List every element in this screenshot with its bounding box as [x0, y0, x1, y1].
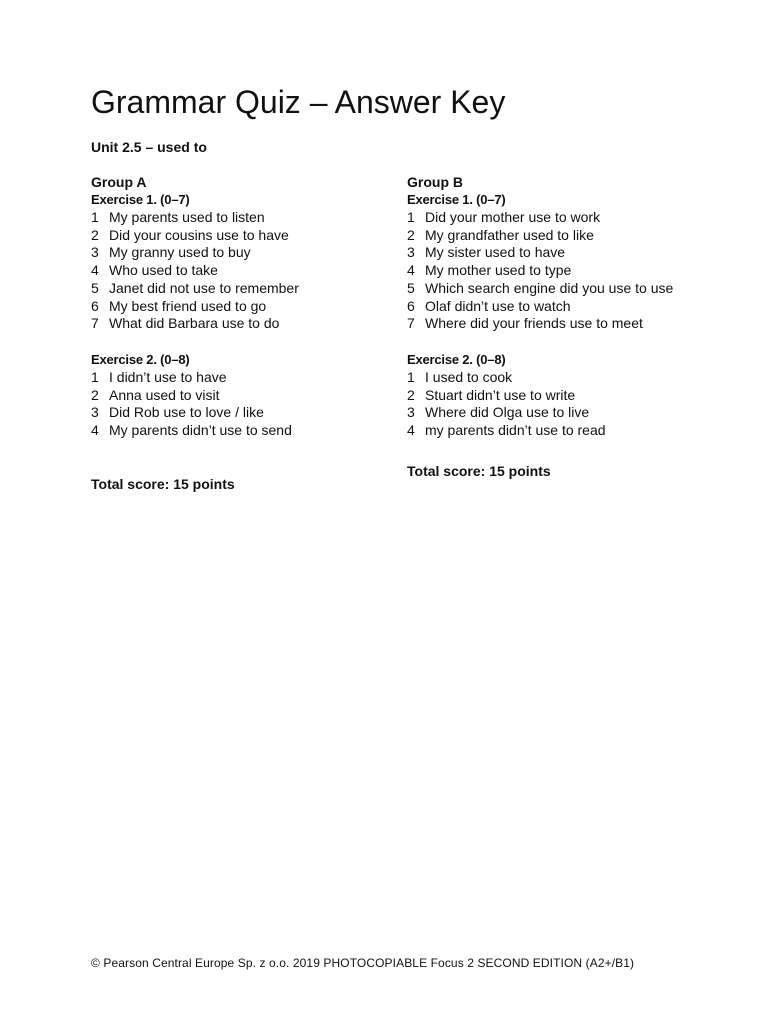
- group-b-exercise-2-title: Exercise 2. (0–8): [407, 351, 506, 367]
- group-b-exercise-2-list: [407, 369, 697, 440]
- item-number: 1: [91, 209, 99, 225]
- item-text: I didn’t use to have: [109, 368, 227, 385]
- item-number: 4: [91, 262, 99, 279]
- answer-item: [91, 404, 421, 422]
- answer-item: [407, 315, 697, 333]
- item-text: Did your cousins use to have: [109, 226, 289, 243]
- item-text: Janet did not use to remember: [109, 279, 299, 296]
- item-number: 7: [407, 315, 415, 332]
- group-a-column: [91, 174, 421, 493]
- answer-item: [407, 209, 697, 227]
- item-number: 3: [407, 244, 415, 261]
- item-text: Did Rob use to love / like: [109, 404, 264, 421]
- item-text: What did Barbara use to do: [109, 315, 280, 332]
- group-b-title: Group B: [407, 174, 463, 190]
- group-a-exercise-2-list: [91, 369, 421, 440]
- item-number: 1: [407, 209, 415, 225]
- item-number: 3: [91, 404, 99, 421]
- item-number: 1: [407, 368, 415, 385]
- item-number: 4: [91, 422, 99, 439]
- group-b-exercise-1-list: [407, 209, 697, 333]
- group-a-title: Group A: [91, 174, 147, 190]
- answer-item: [91, 244, 421, 262]
- answer-item: [407, 387, 697, 405]
- item-number: 2: [407, 386, 415, 403]
- group-a-total-score: Total score: 15 points: [91, 475, 235, 492]
- group-a-exercise-1-list: [91, 209, 421, 333]
- item-text: my parents didn’t use to read: [425, 422, 606, 439]
- item-text: My best friend used to go: [109, 297, 267, 314]
- item-text: My grandfather used to like: [425, 226, 594, 243]
- group-b-exercise-1-title: Exercise 1. (0–7): [407, 192, 506, 207]
- spacer: [91, 333, 421, 351]
- answer-item: [407, 422, 697, 440]
- answer-item: [91, 387, 421, 405]
- group-a-exercise-2-title: Exercise 2. (0–8): [91, 351, 190, 367]
- item-text: Who used to take: [109, 262, 218, 279]
- item-text: My sister used to have: [425, 244, 566, 261]
- answer-item: [407, 244, 697, 262]
- item-number: 3: [407, 404, 415, 421]
- answer-item: [91, 315, 421, 333]
- answer-item: [407, 369, 697, 387]
- item-text: My mother used to type: [425, 262, 572, 279]
- answer-item: [91, 209, 421, 227]
- spacer: [407, 333, 697, 351]
- group-b-total-score: Total score: 15 points: [407, 462, 551, 479]
- item-text: My parents didn’t use to send: [109, 422, 292, 439]
- item-number: 1: [91, 368, 99, 385]
- item-number: 3: [91, 244, 99, 261]
- page-title: Grammar Quiz – Answer Key: [91, 84, 506, 120]
- answer-item: [407, 227, 697, 245]
- answer-item: [407, 262, 697, 280]
- group-a-exercise-1-title: Exercise 1. (0–7): [91, 192, 190, 207]
- item-number: 5: [91, 279, 99, 296]
- unit-subtitle: Unit 2.5 – used to: [91, 139, 207, 155]
- spacer: [407, 440, 697, 462]
- item-number: 2: [91, 386, 99, 403]
- spacer: [91, 440, 421, 475]
- group-b-column: [407, 174, 697, 480]
- item-text: Stuart didn’t use to write: [425, 386, 576, 403]
- copyright-footer: © Pearson Central Europe Sp. z o.o. 2019 PHOTOCOPIABLE Focus 2 SECOND EDITION (A2+/B1): [91, 956, 635, 970]
- item-text: Did your mother use to work: [425, 209, 601, 225]
- item-text: Olaf didn’t use to watch: [425, 297, 571, 314]
- item-number: 6: [407, 297, 415, 314]
- item-number: 2: [407, 226, 415, 243]
- item-text: Which search engine did you use to use: [425, 279, 674, 296]
- answer-item: [407, 298, 697, 316]
- item-number: 5: [407, 279, 415, 296]
- item-text: My granny used to buy: [109, 244, 251, 261]
- item-text: My parents used to listen: [109, 209, 265, 225]
- item-number: 2: [91, 226, 99, 243]
- answer-item: [407, 404, 697, 422]
- item-number: 7: [91, 315, 99, 332]
- answer-item: [91, 422, 421, 440]
- answer-item: [91, 280, 421, 298]
- answer-item: [91, 227, 421, 245]
- answer-item: [91, 298, 421, 316]
- item-text: I used to cook: [425, 368, 513, 385]
- answer-item: [407, 280, 697, 298]
- item-number: 4: [407, 422, 415, 439]
- item-number: 6: [91, 297, 99, 314]
- answer-item: [91, 262, 421, 280]
- item-text: Where did your friends use to meet: [425, 315, 643, 332]
- item-text: Where did Olga use to live: [425, 404, 590, 421]
- item-text: Anna used to visit: [109, 386, 220, 403]
- item-number: 4: [407, 262, 415, 279]
- answer-item: [91, 369, 421, 387]
